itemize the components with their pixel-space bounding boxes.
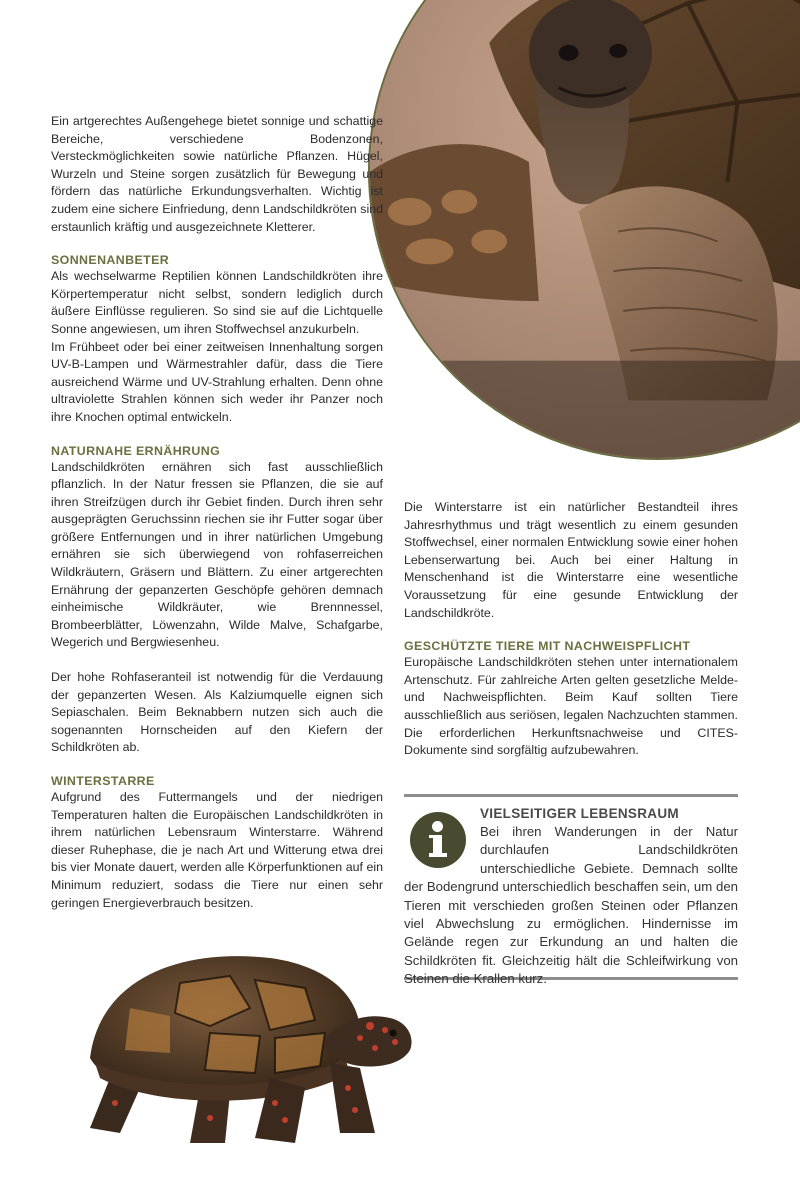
intro-paragraph: Ein artgerechtes Außengehege bietet sonnige und schattige Bereiche, verschiedene Bodenzonen, Versteckmöglichkeiten sowie natürliche Pflanzen. Hügel, Wurzeln und Steine sorgen zusätzlich für Bewegung und fördern das natürliche Erkundungsverhalten. Wichtig ist zudem eine sichere Einfriedung, denn Landschildkröten sind erstaunlich kräftig und ausgezeichnete Kletterer. bbox=[51, 114, 383, 234]
heading-ernaehrung: NATURNAHE ERNÄHRUNG bbox=[51, 443, 221, 458]
heading-winterstarre: WINTERSTARRE bbox=[51, 774, 155, 788]
sonnen-paragraph-2: Im Frühbeet oder bei einer zeitweisen Innenhaltung sorgen UV-B-Lampen und Wärmestrahler dafür, dass die Tiere ausreichend Wärme und UV-Strahlung erhalten. Denn ohne ultraviolette Strahlen können sich weder ihr Panzer noch ihre Knochen optimal entwickeln. bbox=[51, 339, 383, 424]
info-box bbox=[404, 794, 738, 987]
ernaehrung-paragraph-2: Der hohe Rohfaseranteil ist notwendig für die Verdauung der gepanzerten Wesen. Als Kalziumquelle eignen sich Sepiaschalen. Beim Beknabbern nutzen sich auch die sogenannten Hornscheiden auf den Kiefern der Schildkröten ab. bbox=[51, 670, 383, 755]
info-icon bbox=[410, 812, 466, 868]
geschuetzt-paragraph: Europäische Landschildkröten stehen unter internationalem Artenschutz. Für zahlreiche Arten gelten gesetzliche Melde- und Nachweispflichten. Beim Kauf sollten Tiere ausschließlich aus seriösen, legalen Nachzuchten stammen. Die erforderlichen Herkunftsnachweise und CITES-Dokumente sind sorgfältig aufzubewahren. bbox=[404, 655, 738, 758]
section-ernaehrung bbox=[51, 444, 383, 758]
section-winterstarre bbox=[51, 774, 383, 912]
heading-sonnenanbeter: SONNENANBETER bbox=[51, 253, 170, 268]
winter-paragraph-1: Aufgrund des Futtermangels und der niedrigen Temperaturen halten die Europäischen Landschildkröten in ihrem natürlichen Lebensraum Winterstarre. Während dieser Ruhephase, die je nach Art und Witterung etwa drei bis vier Monate dauert, werden alle Körperfunktionen auf ein Minimum reduziert, sodass die Tiere nur einen sehr geringen Energieverbrauch besitzen. bbox=[51, 790, 383, 910]
section-geschuetzt bbox=[404, 639, 738, 760]
left-column bbox=[51, 113, 383, 912]
info-box-text: Bei ihren Wanderungen in der Natur durchlaufen Landschildkröten unterschiedliche Gebiete. Demnach sollte der Bodengrund unterschiedlich beschaffen sein, um den Tieren mit verschieden großen Steinen oder Pflanzen viel Abwechslung zu ermöglichen. Hindernisse im Gelände regen zur Erkundung an und halten die Schildkröten fit. Gleichzeitig hält die Schleifwirkung von Steinen die Krallen kurz. bbox=[404, 824, 738, 987]
info-box-title: VIELSEITIGER LEBENSRAUM bbox=[480, 806, 679, 821]
right-column bbox=[404, 499, 738, 760]
ernaehrung-paragraph-1: Landschildkröten ernähren sich fast ausschließlich pflanzlich. In der Natur fressen sie Pflanzen, die sie auf ihren Streifzügen durch ihr Gebiet finden. Durch ihren sehr ausgeprägten Geruchssinn riechen sie ihr Futter sogar über größere Entfernungen und in ihrer natürlichen Umgebung ernähren sie sich überwiegend von rohfaserreichen Wildkräutern, Gräsern und Blättern. Zu einer artgerechten Ernährung der gepanzerten Geschöpfe gehören demnach einheimische Wildkräuter, wie Brennnessel, Brombeerblätter, Löwenzahn, Wilde Malve, Schafgarbe, Wegerich und Bergwiesenheu. bbox=[51, 459, 383, 650]
heading-geschuetzt: GESCHÜTZTE TIERE MIT NACHWEISPFLICHT bbox=[404, 639, 691, 654]
winter-continued-paragraph: Die Winterstarre ist ein natürlicher Bestandteil ihres Jahresrhythmus und trägt wesentlich zu einem gesunden Stoffwechsel, einer normalen Entwicklung sowie einer hohen Lebenserwartung bei. Auch bei einer Haltung in Menschenhand ist die Winterstarre eine wesentliche Voraussetzung für eine gesunde Entwicklung der Landschildkröte. bbox=[404, 500, 738, 620]
tortoise-full-photo bbox=[70, 938, 420, 1148]
sonnen-paragraph-1: Als wechselwarme Reptilien können Landschildkröten ihre Körpertemperatur nicht selbst, sondern lediglich durch äußere Einflüsse regulieren. So sind sie auf die Lichtquelle Sonne angewiesen, um ihren Stoffwechsel anzukurbeln. bbox=[51, 269, 383, 336]
section-sonnenanbeter bbox=[51, 253, 383, 426]
tortoise-closeup-photo bbox=[368, 0, 800, 460]
